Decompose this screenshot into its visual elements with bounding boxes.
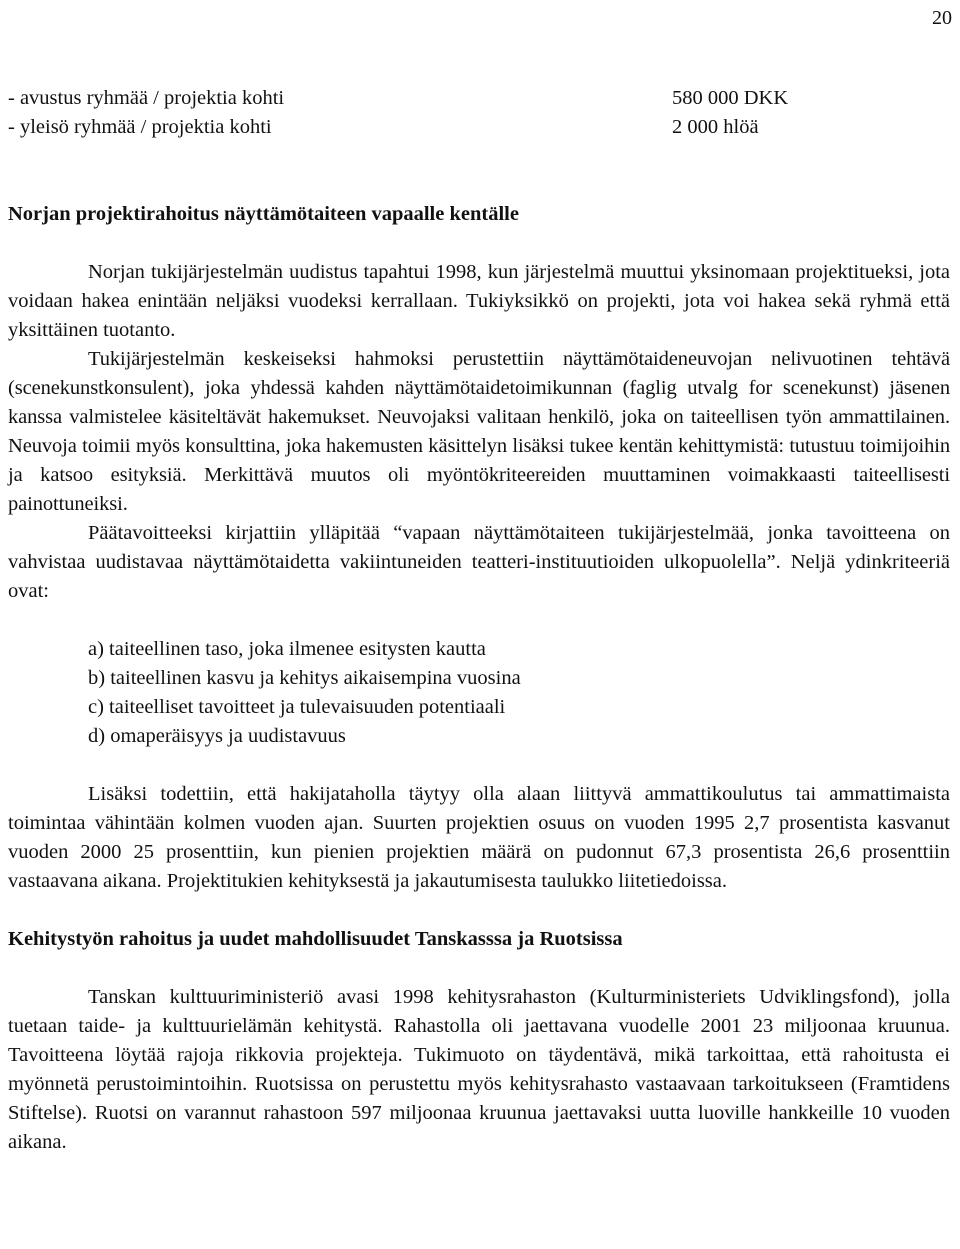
stat-value: 2 000 hlöä: [672, 116, 759, 138]
criteria-list: [88, 635, 950, 751]
document-body: [8, 84, 950, 1157]
stat-label: - yleisö ryhmää / projektia kohti: [8, 116, 272, 138]
stat-value: 580 000 DKK: [672, 87, 789, 109]
stat-row-grant: [8, 84, 950, 113]
stat-row-audience: [8, 113, 950, 142]
paragraph: Tukijärjestelmän keskeiseksi hahmoksi perustettiin näyttämötaideneuvojan nelivuotinen tehtävä (scenekunstkonsulent), joka yhdessä kahden näyttämötaidetoimikunnan (faglig utvalg for scenekunst) jäsenen kanssa valmistelee käsiteltävät hakemukset. Neuvojaksi valitaan henkilö, joka on taiteellisen työn ammattilainen. Neuvoja toimii myös konsulttina, joka hakemusten käsittelyn lisäksi tukee kentän kehittymistä: tutustuu toimijoihin ja katsoo esityksiä. Merkittävä muutos oli myöntökriteereiden muuttaminen voimakkaasti taiteellisesti painottuneiksi.: [8, 348, 950, 515]
paragraph: Päätavoitteeksi kirjattiin ylläpitää “vapaan näyttämötaiteen tukijärjestelmää, jonka tavoitteena on vahvistaa uudistavaa näyttämötaidetta vakiintuneiden teatteri-instituutioiden ulkopuolella”. Neljä ydinkriteeriä ovat:: [8, 522, 950, 602]
paragraph: Tanskan kulttuuriministeriö avasi 1998 kehitysrahaston (Kulturministeriets Udviklingsfond), jolla tuetaan taide- ja kulttuurielämän kehitystä. Rahastolla oli jaettavana vuodelle 2001 23 miljoonaa kruunua. Tavoitteena löytää rajoja rikkovia projekteja. Tukimuoto on täydentävä, mikä tarkoittaa, että rahoitusta ei myönnetä perustoimintoihin. Ruotsissa on perustettu myös kehitysrahasto vastaavaan tarkoitukseen (Framtidens Stiftelse). Ruotsi on varannut rahastoon 597 miljoonaa kruunua jaettavaksi uutta luoville hankkeille 10 vuoden aikana.: [8, 986, 950, 1153]
list-item: d) omaperäisyys ja uudistavuus: [88, 725, 346, 747]
paragraph: Lisäksi todettiin, että hakijataholla täytyy olla alaan liittyvä ammattikoulutus tai ammattimaista toimintaa vähintään kolmen vuoden ajan. Suurten projektien osuus on vuoden 1995 2,7 prosentista kasvanut vuoden 2000 25 prosenttiin, kun pienien projektien määrä on pudonnut 67,3 prosentista 26,6 prosenttiin vastaavana aikana. Projektitukien kehityksestä ja jakautumisesta taulukko liitetiedoissa.: [8, 783, 950, 892]
paragraph: Norjan tukijärjestelmän uudistus tapahtui 1998, kun järjestelmä muuttui yksinomaan projektitueksi, jota voidaan hakea enintään neljäksi vuodeksi kerrallaan. Tukiyksikkö on projekti, jota voi hakea sekä ryhmä että yksittäinen tuotanto.: [8, 261, 950, 341]
list-item: b) taiteellinen kasvu ja kehitys aikaisempina vuosina: [88, 667, 521, 689]
stat-label: - avustus ryhmää / projektia kohti: [8, 87, 285, 109]
section-heading-development: Kehitystyön rahoitus ja uudet mahdollisuudet Tanskasssa ja Ruotsissa: [8, 928, 623, 950]
section-heading-norway: Norjan projektirahoitus näyttämötaiteen vapaalle kentälle: [8, 203, 519, 225]
list-item: a) taiteellinen taso, joka ilmenee esitysten kautta: [88, 638, 486, 660]
page-number: 20: [932, 7, 952, 29]
list-item: c) taiteelliset tavoitteet ja tulevaisuuden potentiaali: [88, 696, 506, 718]
